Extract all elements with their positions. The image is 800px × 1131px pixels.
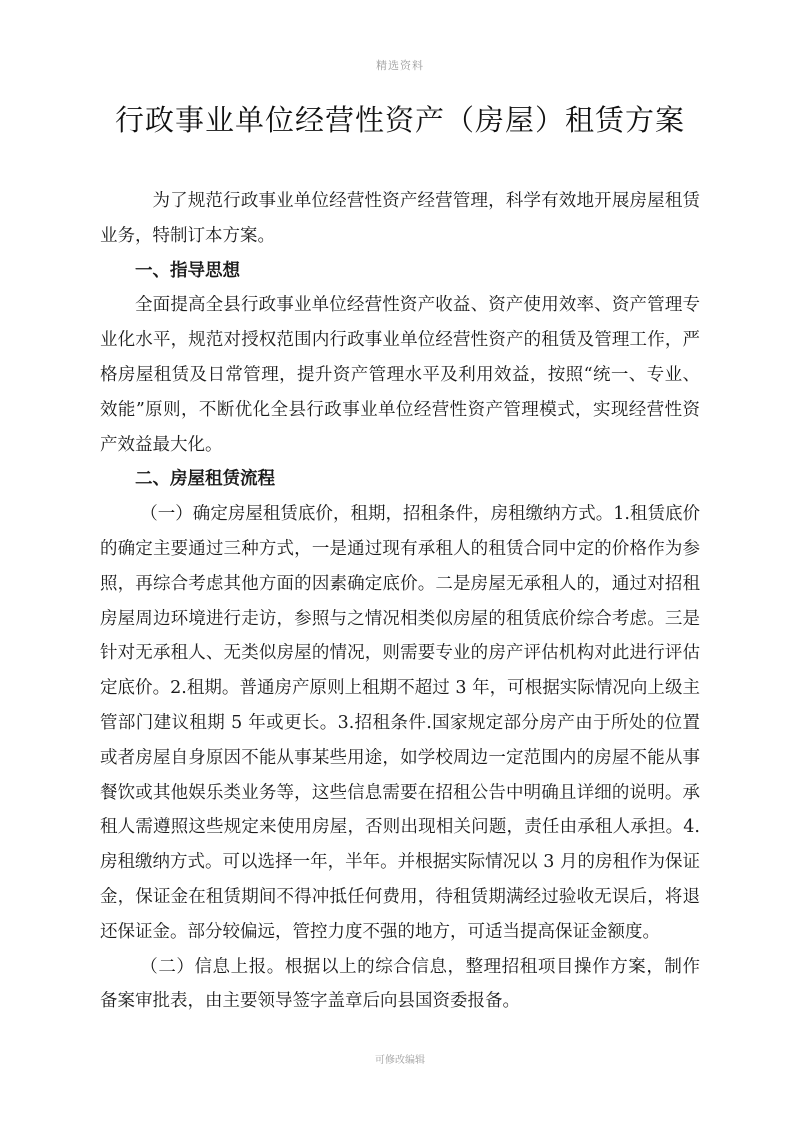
section-heading-rental-process: 二、房屋租赁流程 [135,469,275,490]
section-paragraph-guiding-ideology: 全面提高全县行政事业单位经营性资产收益、资产使用效率、资产管理专业化水平，规范对授权范围内行政事业单位经营性资产的租赁及管理工作，严格房屋租赁及日常管理，提升资产管理水平及利用效益，按照“统一、专业、效能”原则，不断优化全县行政事业单位经营性资产管理模式，实现经营性资产效益最大化。 [100,295,700,455]
section-heading-guiding-ideology: 一、指导思想 [135,260,240,281]
document-title: 行政事业单位经营性资产（房屋）租赁方案 [114,103,685,137]
document-body [100,184,700,1019]
rental-process-item-2: （二）信息上报。根据以上的综合信息，整理招租项目操作方案，制作备案审批表，由主要领导签字盖章后向县国资委报备。 [100,956,700,1012]
intro-paragraph: 为了规范行政事业单位经营性资产经营管理，科学有效地开展房屋租赁业务，特制订本方案。 [100,191,700,246]
header-note: 精选资料 [376,59,424,72]
rental-process-item-1: （一）确定房屋租赁底价，租期，招租条件，房租缴纳方式。1.租赁底价的确定主要通过三种方式，一是通过现有承租人的租赁合同中定的价格作为参照，再综合考虑其他方面的因素确定底价。二是房屋无承租人的，通过对招租房屋周边环境进行走访，参照与之情况相类似房屋的租赁底价综合考虑。三是针对无承租人、无类似房屋的情况，则需要专业的房产评估机构对此进行评估定底价。2.租期。普通房产原则上租期不超过 3 年，可根据实际情况向上级主管部门建议租期 5 年或更长。3.招租条件.国家规定部分房产由于所处的位置或者房屋自身原因不能从事某些用途，如学校周边一定范围内的房屋不能从事餐饮或其他娱乐类业务等，这些信息需要在招租公告中明确且详细的说明。承租人需遵照这些规定来使用房屋，否则出现相关问题，责任由承租人承担。4.房租缴纳方式。可以选择一年，半年。并根据实际情况以 3 月的房租作为保证金，保证金在租赁期间不得冲抵任何费用，待租赁期满经过验收无误后，将退还保证金。部分较偏远，管控力度不强的地方，可适当提高保证金额度。 [100,504,700,942]
footer-note: 可修改编辑 [375,1055,425,1066]
